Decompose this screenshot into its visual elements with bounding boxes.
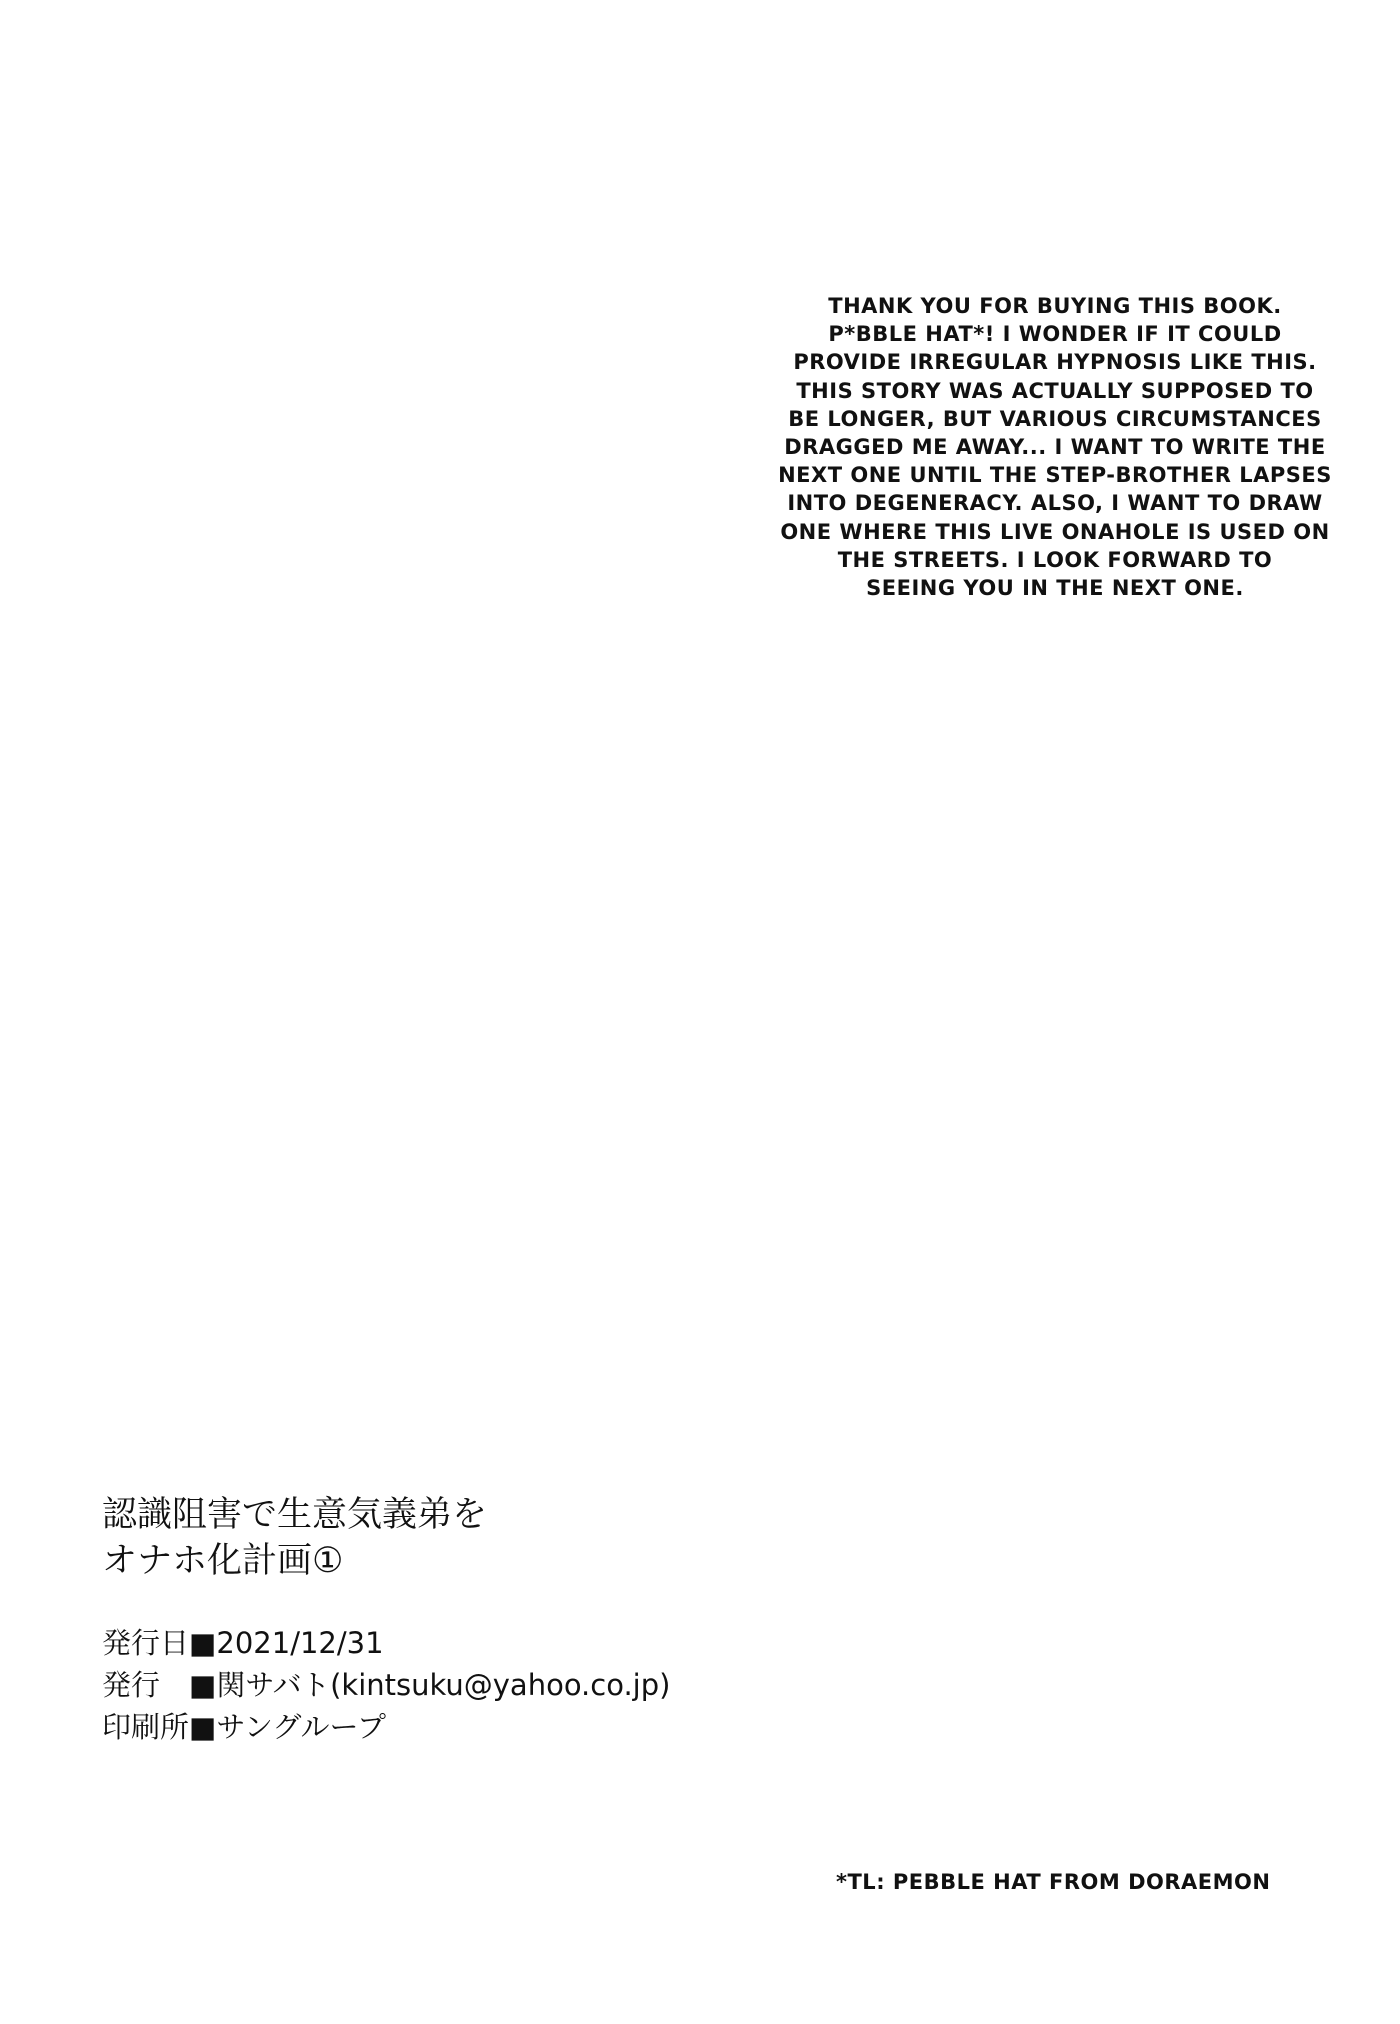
- afterword-line: THE STREETS. I LOOK FORWARD TO: [837, 547, 1273, 572]
- afterword-line: PROVIDE IRREGULAR HYPNOSIS LIKE THIS.: [793, 350, 1317, 375]
- book-title-line: オナホ化計画①: [102, 1541, 344, 1581]
- afterword-line: BE LONGER, BUT VARIOUS CIRCUMSTANCES: [788, 406, 1322, 431]
- publication-info: [102, 1622, 670, 1748]
- afterword-text: [730, 292, 1380, 602]
- book-title: [102, 1492, 670, 1584]
- publication-date: 発行日■2021/12/31: [102, 1626, 384, 1660]
- translator-note: *TL: PEBBLE HAT FROM DORAEMON: [836, 1870, 1271, 1894]
- afterword-line: INTO DEGENERACY. ALSO, I WANT TO DRAW: [787, 491, 1323, 516]
- publisher: 発行 ■関サバト(kintsuku@yahoo.co.jp): [102, 1668, 671, 1702]
- afterword-line: THIS STORY WAS ACTUALLY SUPPOSED TO: [796, 378, 1314, 403]
- afterword-line: THANK YOU FOR BUYING THIS BOOK.: [828, 294, 1282, 318]
- afterword-line: P*BBLE HAT*! I WONDER IF IT COULD: [828, 322, 1282, 347]
- afterword-line: DRAGGED ME AWAY... I WANT TO WRITE THE: [784, 435, 1326, 460]
- printer: 印刷所■サングループ: [102, 1710, 387, 1744]
- afterword-line: SEEING YOU IN THE NEXT ONE.: [866, 576, 1244, 601]
- book-title-line: 認識阻害で生意気義弟を: [102, 1495, 488, 1535]
- afterword-line: ONE WHERE THIS LIVE ONAHOLE IS USED ON: [780, 519, 1330, 544]
- colophon: [102, 1492, 670, 1748]
- afterword-line: NEXT ONE UNTIL THE STEP-BROTHER LAPSES: [778, 463, 1332, 488]
